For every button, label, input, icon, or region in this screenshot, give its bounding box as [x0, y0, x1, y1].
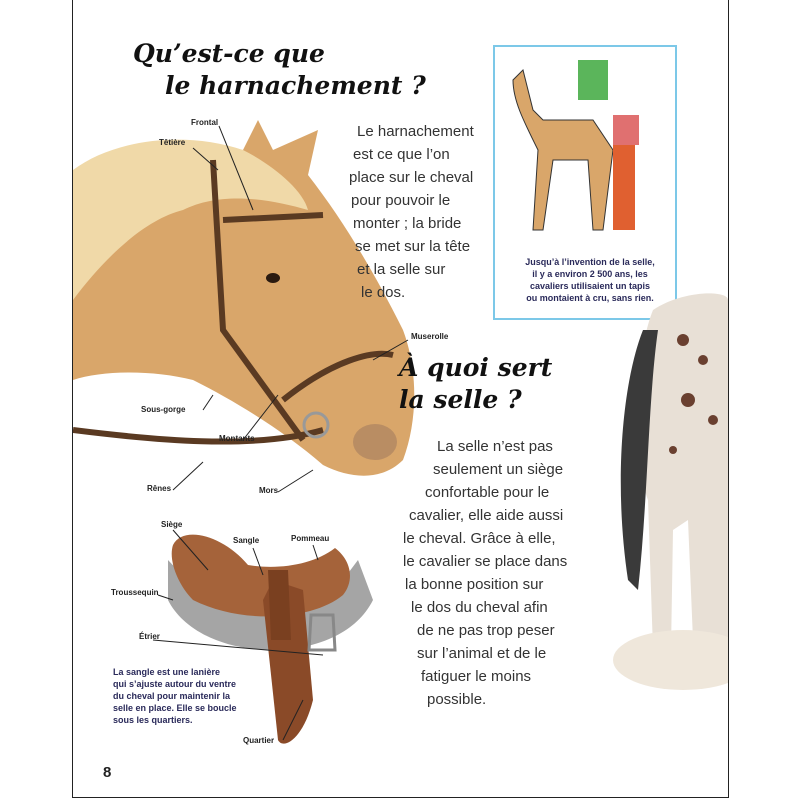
text-line: place sur le cheval — [349, 169, 474, 186]
text-line: monter ; la bride — [353, 215, 462, 232]
caption-line: il y a environ 2 500 ans, les — [532, 269, 648, 279]
title-line: la selle ? — [399, 385, 522, 414]
section2-text — [403, 435, 567, 711]
text-line: sur l’animal et de le — [417, 645, 547, 662]
text-line: cavalier, elle aide aussi — [409, 507, 564, 524]
title-line: À quoi sert — [399, 353, 553, 382]
label-frontal: Frontal — [191, 118, 219, 127]
label-quartier: Quartier — [243, 736, 275, 745]
spotted-horse-illustration — [613, 293, 728, 690]
page-number: 8 — [103, 764, 112, 781]
text-line: le dos. — [361, 284, 406, 301]
label-mors: Mors — [259, 486, 279, 495]
label-pommeau: Pommeau — [291, 534, 330, 543]
inset-caption — [505, 256, 675, 304]
text-line: la bonne position sur — [405, 576, 544, 593]
text-line: et la selle sur — [357, 261, 446, 278]
label-sous-gorge: Sous-gorge — [141, 405, 186, 414]
text-line: Le harnachement — [357, 123, 474, 140]
title-line: Qu’est-ce que — [133, 39, 325, 68]
text-line: le cavalier se place dans — [403, 553, 568, 570]
label-renes: Rênes — [147, 484, 172, 493]
caption-line: sous les quartiers. — [113, 715, 193, 725]
label-sangle: Sangle — [233, 536, 260, 545]
section1-text — [343, 120, 474, 304]
caption-line: qui s’ajuste autour du ventre — [113, 679, 237, 689]
label-troussequin: Troussequin — [111, 588, 159, 597]
text-line: est ce que l’on — [353, 146, 450, 163]
text-line: confortable pour le — [425, 484, 550, 501]
label-montants: Montants — [219, 434, 255, 443]
label-siege: Siège — [161, 520, 183, 529]
text-line: de ne pas trop peser — [417, 622, 555, 639]
label-muserolle: Muserolle — [411, 332, 449, 341]
caption-line: Jusqu’à l’invention de la selle, — [525, 257, 655, 267]
caption-line: ou montaient à cru, sans rien. — [526, 293, 654, 303]
saddle-caption — [113, 666, 237, 726]
text-line: fatiguer le moins — [421, 668, 532, 685]
caption-line: selle en place. Elle se boucle — [113, 703, 237, 713]
caption-line: La sangle est une lanière — [113, 667, 221, 677]
label-etrier: Étrier — [139, 632, 160, 641]
text-line: se met sur la tête — [355, 238, 471, 255]
text-line: le cheval. Grâce à elle, — [403, 530, 556, 547]
text-line: possible. — [427, 691, 487, 708]
text-line: La selle n’est pas — [437, 438, 553, 455]
title-line: le harnachement ? — [165, 71, 426, 100]
text-line: pour pouvoir le — [351, 192, 451, 209]
label-tetiere: Têtière — [159, 138, 186, 147]
caption-line: du cheval pour maintenir la — [113, 691, 231, 701]
caption-line: cavaliers utilisaient un tapis — [529, 281, 651, 291]
text-line: le dos du cheval afin — [411, 599, 548, 616]
text-line: seulement un siège — [433, 461, 564, 478]
book-page — [72, 0, 729, 798]
section2-title — [399, 352, 552, 416]
section1-title — [133, 38, 426, 102]
